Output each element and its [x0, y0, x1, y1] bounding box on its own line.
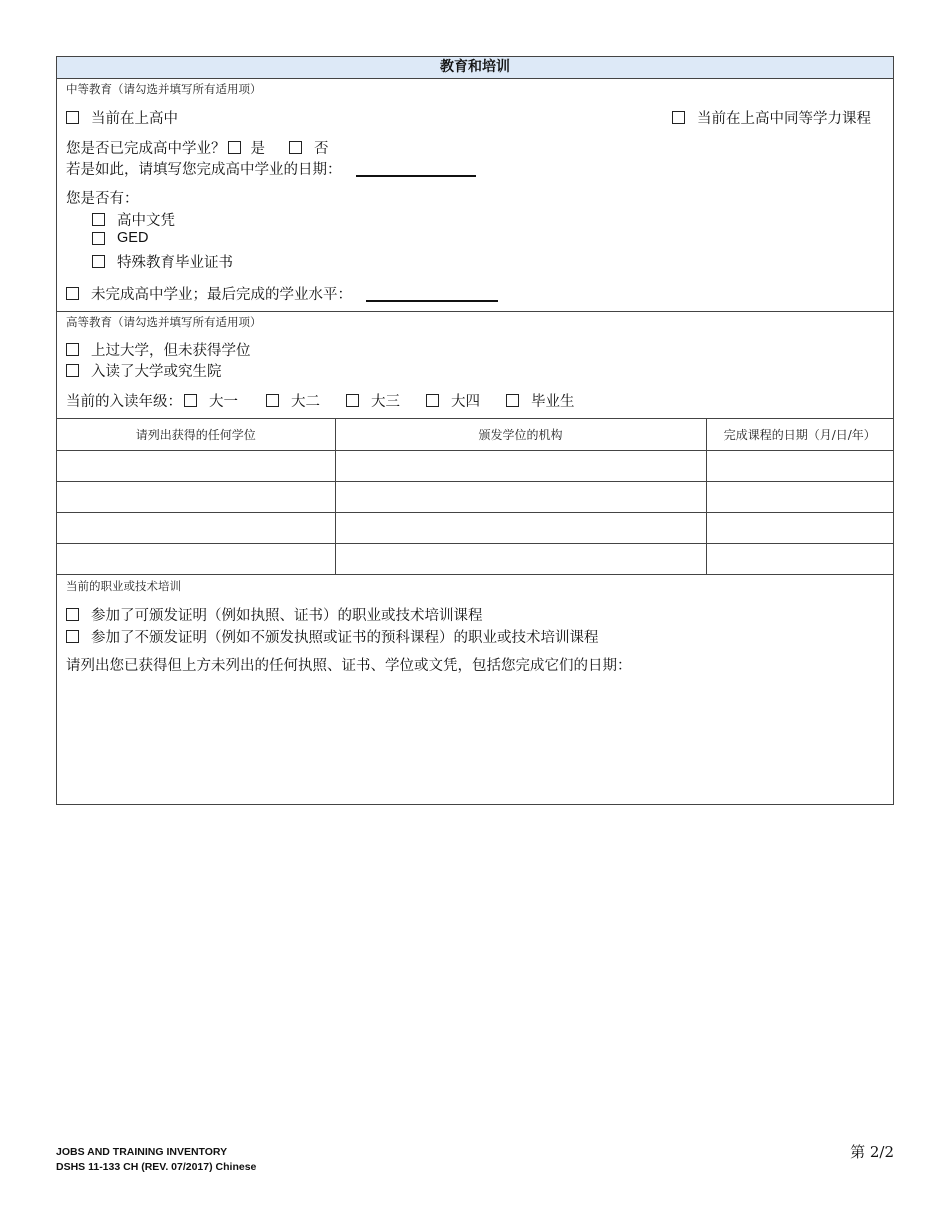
- special-ed-label: 特殊教育毕业证书: [117, 255, 233, 271]
- attended-no-degree-label: 上过大学，但未获得学位: [91, 343, 251, 359]
- non-certified-training-option[interactable]: [66, 626, 599, 647]
- institution-cell[interactable]: [335, 482, 706, 513]
- page-number: 第 2/2: [850, 1143, 894, 1161]
- grade-freshman-checkbox[interactable]: [184, 394, 197, 407]
- table-row: [57, 451, 893, 482]
- grade-label: 当前的入读年级：: [66, 394, 182, 410]
- secondary-education-label: 中等教育（请勾选并填写所有适用项）: [66, 82, 262, 96]
- grade-row: [66, 390, 575, 411]
- higher-education-label: 高等教育（请勾选并填写所有适用项）: [66, 315, 262, 329]
- degree-table-header: [57, 418, 893, 451]
- ged-option[interactable]: [92, 230, 148, 246]
- attended-no-degree-checkbox[interactable]: [66, 343, 79, 356]
- attended-no-degree-option[interactable]: [66, 339, 251, 360]
- grade-sophomore-checkbox[interactable]: [266, 394, 279, 407]
- institution-cell[interactable]: [335, 451, 706, 482]
- non-certified-training-label: 参加了不颁发证明（例如不颁发执照或证书的预科课程）的职业或技术培训课程: [91, 630, 599, 646]
- degree-cell[interactable]: [57, 544, 335, 575]
- grade-junior-checkbox[interactable]: [346, 394, 359, 407]
- in-equivalency-checkbox[interactable]: [672, 111, 685, 124]
- hs-completion-date-label: 若是如此，请填写您完成高中学业的日期：: [66, 162, 342, 178]
- not-completed-label: 未完成高中学业；最后完成的学业水平：: [91, 287, 352, 303]
- no-label: 否: [314, 141, 329, 157]
- special-ed-checkbox[interactable]: [92, 255, 105, 268]
- yes-label: 是: [250, 141, 265, 157]
- hs-completed-yes-checkbox[interactable]: [228, 141, 241, 154]
- completion-date-cell[interactable]: [706, 482, 893, 513]
- grade-graduate-label: 毕业生: [531, 394, 575, 410]
- enrolled-checkbox[interactable]: [66, 364, 79, 377]
- certified-training-option[interactable]: [66, 604, 483, 625]
- table-row: [57, 544, 893, 575]
- non-certified-training-checkbox[interactable]: [66, 630, 79, 643]
- degree-table: [57, 418, 893, 575]
- institution-cell[interactable]: [335, 544, 706, 575]
- degree-column-header: 请列出获得的任何学位: [57, 418, 335, 451]
- divider: [57, 311, 893, 312]
- in-equivalency-option[interactable]: [672, 107, 871, 128]
- grade-senior-checkbox[interactable]: [426, 394, 439, 407]
- section-title: 教育和培训: [57, 57, 893, 79]
- degree-cell[interactable]: [57, 451, 335, 482]
- special-ed-option[interactable]: [92, 251, 233, 272]
- degree-cell[interactable]: [57, 513, 335, 544]
- grade-senior-label: 大四: [451, 394, 480, 410]
- last-level-field[interactable]: [366, 299, 498, 302]
- diploma-option[interactable]: [92, 209, 175, 230]
- in-high-school-option[interactable]: [66, 107, 178, 128]
- hs-completed-question: [66, 137, 329, 158]
- hs-completed-no-checkbox[interactable]: [289, 141, 302, 154]
- hs-completed-label: 您是否已完成高中学业？: [66, 141, 226, 157]
- table-row: [57, 482, 893, 513]
- other-credentials-area[interactable]: [66, 679, 884, 797]
- have-question: 您是否有：: [66, 191, 139, 207]
- completion-date-cell[interactable]: [706, 544, 893, 575]
- grade-graduate-checkbox[interactable]: [506, 394, 519, 407]
- degree-cell[interactable]: [57, 482, 335, 513]
- institution-cell[interactable]: [335, 513, 706, 544]
- not-completed-option[interactable]: [66, 283, 498, 304]
- completion-date-cell[interactable]: [706, 451, 893, 482]
- form-footer: [56, 1145, 256, 1175]
- form-name: JOBS AND TRAINING INVENTORY: [56, 1146, 228, 1158]
- certified-training-checkbox[interactable]: [66, 608, 79, 621]
- other-credentials-prompt: 请列出您已获得但上方未列出的任何执照、证书、学位或文凭，包括您完成它们的日期：: [66, 658, 632, 674]
- grade-junior-label: 大三: [371, 394, 400, 410]
- diploma-label: 高中文凭: [117, 213, 175, 229]
- in-equivalency-label: 当前在上高中同等学力课程: [697, 111, 871, 127]
- completion-date-cell[interactable]: [706, 513, 893, 544]
- enrolled-label: 入读了大学或究生院: [91, 364, 222, 380]
- ged-label: GED: [117, 230, 149, 246]
- enrolled-option[interactable]: [66, 360, 222, 381]
- table-row: [57, 513, 893, 544]
- certified-training-label: 参加了可颁发证明（例如执照、证书）的职业或技术培训课程: [91, 608, 483, 624]
- institution-column-header: 颁发学位的机构: [335, 418, 706, 451]
- hs-completion-date-field[interactable]: [356, 174, 476, 177]
- hs-completion-date-row: [66, 158, 476, 179]
- not-completed-checkbox[interactable]: [66, 287, 79, 300]
- form-code: DSHS 11-133 CH (REV. 07/2017) Chinese: [56, 1161, 257, 1173]
- diploma-checkbox[interactable]: [92, 213, 105, 226]
- completion-date-column-header: 完成课程的日期（月/日/年）: [706, 418, 893, 451]
- in-high-school-checkbox[interactable]: [66, 111, 79, 124]
- grade-freshman-label: 大一: [209, 394, 238, 410]
- grade-sophomore-label: 大二: [291, 394, 320, 410]
- ged-checkbox[interactable]: [92, 232, 105, 245]
- vocational-label: 当前的职业或技术培训: [66, 579, 181, 593]
- education-training-form: [56, 56, 894, 805]
- in-high-school-label: 当前在上高中: [91, 111, 178, 127]
